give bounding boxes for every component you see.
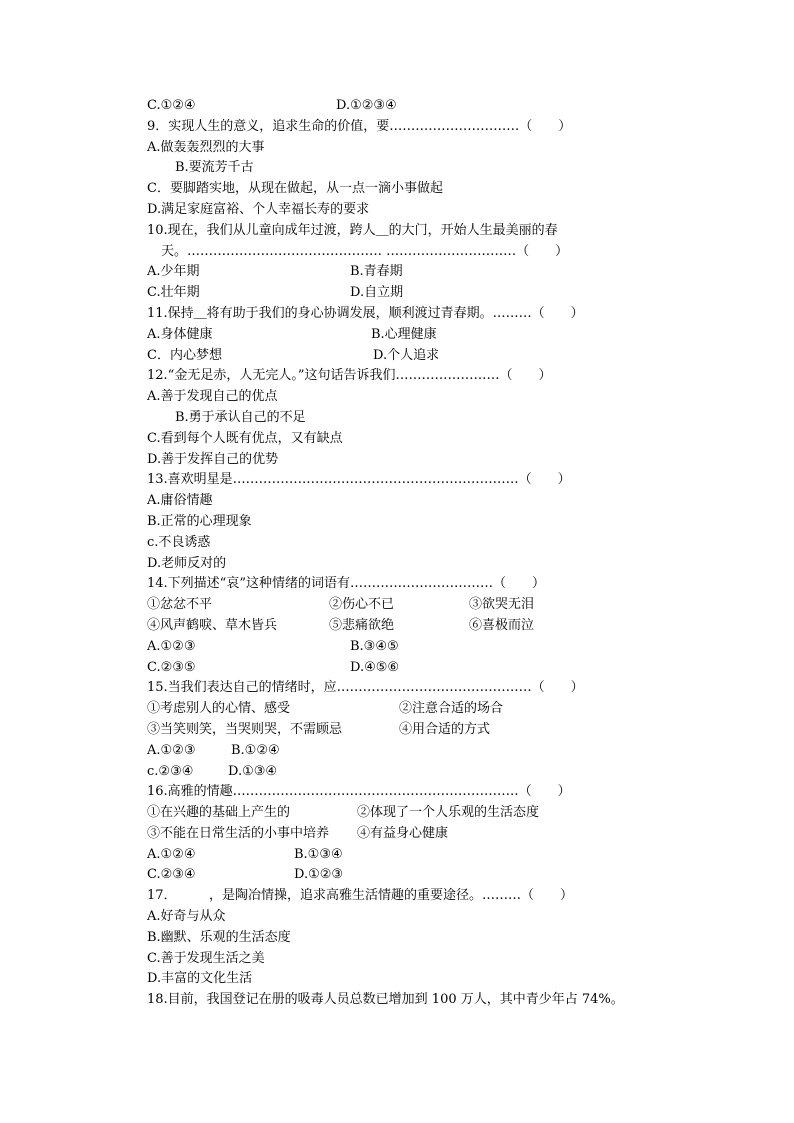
line-text: C.②③④	[147, 867, 196, 883]
line-text: B.正常的心理现象	[147, 513, 252, 529]
line-text-col2: B.①③④	[294, 846, 343, 862]
line-text: C.壮年期	[147, 285, 200, 301]
line-text: 13.喜欢明星是…………………………………………………………（ ）	[147, 472, 571, 488]
line-text: 12.“金无足赤，人无完人。”这句话告诉我们……………………（ ）	[147, 368, 552, 384]
line-text: c.不良诱惑	[147, 534, 211, 550]
line-text: 10.现在，我们从儿童向成年过渡，跨人＿的大门，开始人生最美丽的春	[147, 222, 558, 238]
text-line	[147, 512, 667, 533]
line-text: A.身体健康	[147, 326, 213, 342]
text-line	[147, 304, 667, 325]
text-line	[147, 221, 667, 242]
text-line	[147, 595, 667, 616]
line-text-col2: B.心理健康	[371, 326, 437, 342]
line-text: A.少年期	[147, 264, 200, 280]
text-line	[147, 179, 667, 200]
line-text-col2: ④用合适的方式	[399, 721, 491, 737]
line-text: D.老师反对的	[147, 555, 227, 571]
line-text: A.好奇与从众	[147, 909, 226, 925]
text-line	[147, 824, 667, 845]
text-line	[147, 262, 667, 283]
text-line	[147, 574, 667, 595]
line-text: D.善于发挥自己的优势	[147, 451, 279, 467]
text-line	[147, 96, 667, 117]
line-text: 15.当我们表达自己的情绪时，应………………………………………（ ）	[147, 680, 584, 696]
line-text: 天。……………………………………… …………………………（ ）	[161, 243, 569, 259]
line-text: ①在兴趣的基础上产生的	[147, 805, 291, 821]
line-text-col2: D.①③④	[228, 763, 278, 779]
text-line	[147, 969, 667, 990]
text-line	[147, 138, 667, 159]
text-line	[147, 616, 667, 637]
line-text-col3: ③欲哭无泪	[469, 597, 535, 613]
text-line	[147, 928, 667, 949]
line-text-col2: ⑤悲痛欲绝	[329, 617, 395, 633]
text-line	[147, 949, 667, 970]
line-text-col2: ②伤心不已	[329, 597, 395, 613]
line-text: B.勇于承认自己的不足	[175, 409, 306, 425]
line-text: C．内心梦想	[147, 347, 222, 363]
line-text: 14.下列描述“哀”这种情绪的词语有……………………………（ ）	[147, 576, 545, 592]
line-text: A.①②③	[147, 742, 196, 758]
line-text: A.善于发现自己的优点	[147, 389, 278, 405]
text-line	[147, 699, 667, 720]
line-text: B.幽默、乐观的生活态度	[147, 929, 291, 945]
line-text: C.看到每个人既有优点，又有缺点	[147, 430, 343, 446]
line-text-col2: D.自立期	[350, 285, 404, 301]
text-line	[147, 803, 667, 824]
text-line	[147, 741, 667, 762]
line-text: c.②③④	[147, 763, 194, 779]
line-text: 16.高雅的情趣…………………………………………………………（ ）	[147, 784, 571, 800]
text-line	[147, 886, 667, 907]
text-line	[147, 762, 667, 783]
line-text: ④风声鹤唳、草木皆兵	[147, 617, 278, 633]
text-line	[147, 408, 667, 429]
line-text: 18.目前，我国登记在册的吸毒人员总数已增加到 100 万人，其中青少年占 74%。	[147, 992, 624, 1008]
text-line	[147, 450, 667, 471]
line-text: B.要流芳千古	[175, 160, 254, 176]
line-text: C.善于发现生活之美	[147, 950, 265, 966]
line-text-col3: ⑥喜极而泣	[469, 617, 535, 633]
line-text: ①忿忿不平	[147, 597, 213, 613]
line-text: 9．实现人生的意义，追求生命的价值，要…………………………（ ）	[147, 118, 572, 134]
line-text-col2: ②体现了一个人乐观的生活态度	[357, 805, 540, 821]
text-line	[147, 533, 667, 554]
text-line	[147, 117, 667, 138]
line-text: A.①②④	[147, 846, 196, 862]
line-text-col2: D.个人追求	[373, 347, 440, 363]
line-text: C．要脚踏实地，从现在做起，从一点一滴小事做起	[147, 181, 443, 197]
line-text-col2: D.①②③④	[336, 98, 397, 113]
text-line	[147, 678, 667, 699]
text-line	[147, 782, 667, 803]
text-line	[147, 990, 667, 1011]
text-line	[147, 366, 667, 387]
text-line	[147, 865, 667, 886]
line-text: D.满足家庭富裕、个人幸福长寿的要求	[147, 201, 370, 217]
text-line	[147, 387, 667, 408]
text-line	[147, 242, 667, 263]
text-line	[147, 907, 667, 928]
text-line	[147, 200, 667, 221]
text-line	[147, 637, 667, 658]
line-text-col2: B.③④⑤	[350, 638, 399, 654]
line-text-col2: B.①②④	[231, 742, 280, 758]
line-text: A.①②③	[147, 638, 196, 654]
text-line	[147, 470, 667, 491]
line-text: 17． ，是陶冶情操，追求高雅生活情趣的重要途径。………（ ）	[147, 888, 574, 904]
text-line	[147, 845, 667, 866]
text-line	[147, 554, 667, 575]
line-text-col2: D.④⑤⑥	[350, 659, 400, 675]
text-line	[147, 346, 667, 367]
line-text-col2: ④有益身心健康	[357, 825, 449, 841]
text-line	[147, 158, 667, 179]
line-text: ①考虑别人的心情、感受	[147, 701, 291, 717]
line-text-col2: D.①②③	[294, 867, 344, 883]
line-text-col2: ②注意合适的场合	[399, 701, 504, 717]
text-line	[147, 283, 667, 304]
line-text: 11.保持＿将有助于我们的身心协调发展，顺利渡过青春期。………（ ）	[147, 305, 584, 321]
question-list	[147, 96, 667, 1011]
line-text: ③当笑则笑，当哭则哭，不需顾忌	[147, 721, 343, 737]
line-text: A.做轰轰烈烈的大事	[147, 139, 265, 155]
line-text-col2: B.青春期	[350, 264, 403, 280]
line-text: C.②③⑤	[147, 659, 196, 675]
text-line	[147, 429, 667, 450]
text-line	[147, 491, 667, 512]
line-text: D.丰富的文化生活	[147, 971, 253, 987]
text-line	[147, 658, 667, 679]
line-text: A.庸俗情趣	[147, 493, 213, 509]
line-text: ③不能在日常生活的小事中培养	[147, 825, 330, 841]
line-text: C.①②④	[147, 98, 196, 113]
text-line	[147, 325, 667, 346]
text-line	[147, 720, 667, 741]
